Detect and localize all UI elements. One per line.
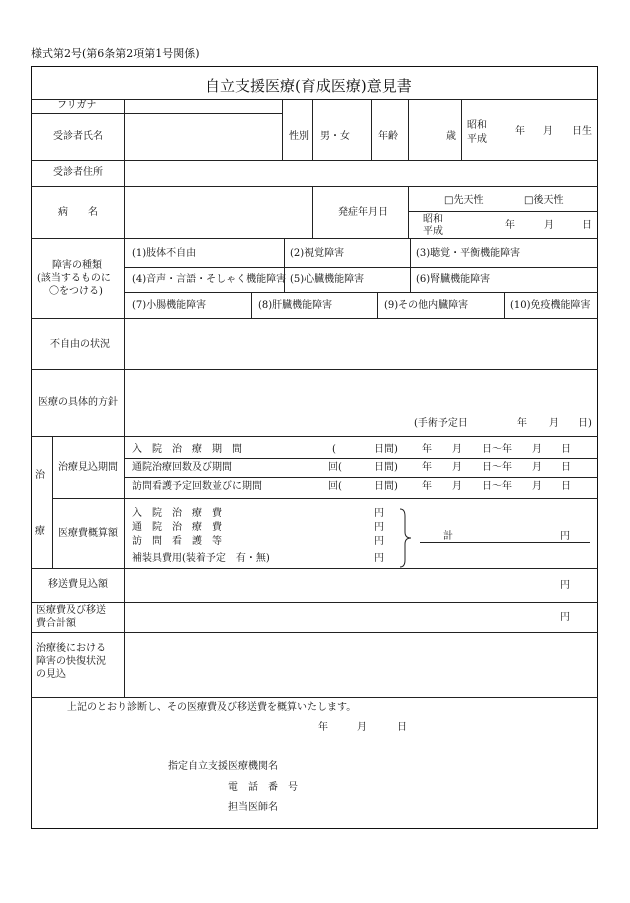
date-month: 月 [532, 481, 542, 492]
recovery-outlook-label: 障害の快復状況 [36, 656, 106, 667]
combined-total-field[interactable] [125, 603, 597, 631]
disability-type-label: 障害の種類 [52, 260, 102, 271]
cost-label: 医療費概算額 [58, 528, 118, 539]
phone-label: 電 話 番 号 [228, 782, 298, 793]
divider [312, 99, 313, 160]
divider [52, 498, 598, 499]
divider [251, 292, 252, 318]
date-year: 年 [422, 481, 432, 492]
disease-label: 病 名 [58, 207, 98, 218]
combined-total-label: 費合計額 [36, 618, 76, 629]
date-range: 日〜年 [482, 481, 512, 492]
yen-unit: 円 [560, 612, 570, 623]
disability-option-9[interactable]: (9)その他内臓障害 [384, 300, 469, 311]
address-label: 受診者住所 [53, 167, 103, 178]
phone-field[interactable] [300, 779, 590, 795]
gender-label: 性別 [289, 131, 309, 142]
date-month: 月 [532, 462, 542, 473]
combined-total-label: 医療費及び移送 [36, 605, 106, 616]
home-nursing-cost-label: 訪 問 看 護 等 [132, 536, 222, 547]
divider [31, 436, 598, 437]
onset-label: 発症年月日 [338, 207, 388, 218]
treatment-side-char: 療 [35, 526, 45, 537]
outpatient-cost-label: 通 院 治 療 費 [132, 522, 222, 533]
onset-day-unit: 日 [582, 220, 592, 231]
period-unit: 日間) [374, 481, 398, 492]
recovery-outlook-label: の見込 [36, 669, 66, 680]
surgery-year-unit: 年 [517, 418, 527, 429]
inpatient-cost-label: 入 院 治 療 費 [132, 508, 222, 519]
total-label: 計 [443, 531, 453, 542]
era-showa: 昭和 [423, 214, 443, 225]
total-brace [396, 508, 416, 568]
date-range: 日〜年 [482, 444, 512, 455]
divider [284, 238, 285, 293]
institution-field[interactable] [300, 758, 590, 774]
divider [504, 292, 505, 318]
divider [371, 99, 372, 160]
period-prefix: ( [332, 444, 336, 455]
surgery-day-unit: 日) [578, 418, 592, 429]
period-prefix: 回( [328, 462, 342, 473]
institution-label: 指定自立支援医療機関名 [168, 761, 278, 772]
form-reference: 様式第2号(第6条第2項第1号関係) [31, 47, 200, 60]
disability-option-10[interactable]: (10)免疫機能障害 [510, 300, 591, 311]
form-title: 自立支援医療(育成医療)意見書 [205, 77, 412, 95]
age-unit: 歳 [446, 131, 456, 142]
age-field[interactable] [409, 114, 447, 160]
period-unit: 日間) [374, 462, 398, 473]
disability-option-6[interactable]: (6)腎臓機能障害 [416, 274, 491, 285]
era-heisei: 平成 [467, 134, 487, 145]
divider [461, 99, 462, 160]
era-heisei: 平成 [423, 226, 443, 237]
date-month: 月 [452, 462, 462, 473]
disability-option-4[interactable]: (4)音声・言語・そしゃく機能障害 [132, 274, 287, 285]
disability-option-7[interactable]: (7)小腸機能障害 [132, 300, 207, 311]
divider [124, 267, 598, 268]
divider [408, 186, 409, 238]
impairment-status-field[interactable] [125, 319, 597, 368]
disability-option-8[interactable]: (8)肝臓機能障害 [258, 300, 333, 311]
date-day: 日 [561, 462, 571, 473]
yen-unit: 円 [374, 536, 384, 547]
date-day: 日 [561, 444, 571, 455]
dob-year-unit: 年 [515, 126, 525, 137]
sign-day-unit: 日 [397, 722, 407, 733]
treatment-side-char: 治 [35, 470, 45, 481]
inpatient-period-label: 入 院 治 療 期 間 [132, 444, 242, 455]
date-range: 日〜年 [482, 462, 512, 473]
yen-unit: 円 [374, 508, 384, 519]
furigana-field[interactable] [125, 100, 281, 112]
home-nursing-period-label: 訪問看護予定回数並びに期間 [132, 481, 262, 492]
disability-option-5[interactable]: (5)心臓機能障害 [290, 274, 365, 285]
date-month: 月 [532, 444, 542, 455]
date-year: 年 [422, 462, 432, 473]
impairment-status-label: 不自由の状況 [50, 339, 110, 350]
yen-unit: 円 [374, 553, 384, 564]
transport-label: 移送費見込額 [48, 579, 108, 590]
recovery-outlook-label: 治療後における [36, 643, 106, 654]
dob-month-unit: 月 [543, 126, 553, 137]
sign-month-unit: 月 [357, 722, 367, 733]
doctor-field[interactable] [300, 799, 590, 815]
transport-field[interactable] [125, 569, 597, 601]
divider [410, 238, 411, 293]
divider [124, 477, 598, 478]
divider [52, 436, 53, 568]
patient-name-field[interactable] [125, 114, 281, 160]
disability-option-1[interactable]: (1)肢体不自由 [132, 248, 197, 259]
furigana-label: フリガナ [57, 100, 97, 111]
divider [31, 99, 598, 100]
date-month: 月 [452, 444, 462, 455]
divider [31, 238, 598, 239]
acquired-checkbox[interactable]: □後天性 [524, 195, 564, 206]
date-month: 月 [452, 481, 462, 492]
disability-type-label: (該当するものに [37, 273, 111, 284]
sign-year-unit: 年 [318, 722, 328, 733]
divider [377, 292, 378, 318]
disability-option-2[interactable]: (2)視覚障害 [290, 248, 345, 259]
congenital-checkbox[interactable]: □先天性 [444, 195, 484, 206]
address-field[interactable] [125, 161, 597, 185]
divider [312, 186, 313, 238]
patient-name-label: 受診者氏名 [53, 131, 103, 142]
disease-field[interactable] [125, 187, 311, 237]
divider [124, 292, 598, 293]
treatment-plan-label: 医療の具体的方針 [38, 397, 118, 408]
period-prefix: 回( [328, 481, 342, 492]
period-label: 治療見込期間 [58, 462, 118, 473]
yen-unit: 円 [560, 580, 570, 591]
divider [31, 186, 598, 187]
age-label: 年齢 [378, 131, 398, 142]
date-day: 日 [561, 481, 571, 492]
disability-option-3[interactable]: (3)聴覚・平衡機能障害 [416, 248, 521, 259]
yen-unit: 円 [374, 522, 384, 533]
surgery-month-unit: 月 [549, 418, 559, 429]
date-year: 年 [422, 444, 432, 455]
doctor-label: 担当医師名 [228, 802, 278, 813]
divider [31, 697, 598, 698]
dob-day-unit: 日生 [572, 126, 592, 137]
prosthesis-cost-label: 補装具費用(装着予定 有・無) [132, 553, 270, 564]
divider [124, 458, 598, 459]
divider [282, 99, 283, 160]
outpatient-period-label: 通院治療回数及び期間 [132, 462, 232, 473]
recovery-outlook-field[interactable] [125, 633, 597, 696]
surgery-date-label: (手術予定日 [414, 418, 468, 429]
gender-choice[interactable]: 男・女 [320, 131, 350, 142]
onset-year-unit: 年 [505, 220, 515, 231]
divider [408, 211, 598, 212]
era-showa: 昭和 [467, 120, 487, 131]
disability-type-label: 〇をつける) [49, 286, 103, 297]
onset-month-unit: 月 [544, 220, 554, 231]
period-unit: 日間) [374, 444, 398, 455]
declaration-text: 上記のとおり診断し、その医療費及び移送費を概算いたします。 [67, 702, 357, 713]
treatment-plan-field[interactable] [125, 370, 597, 414]
yen-unit: 円 [560, 531, 570, 542]
